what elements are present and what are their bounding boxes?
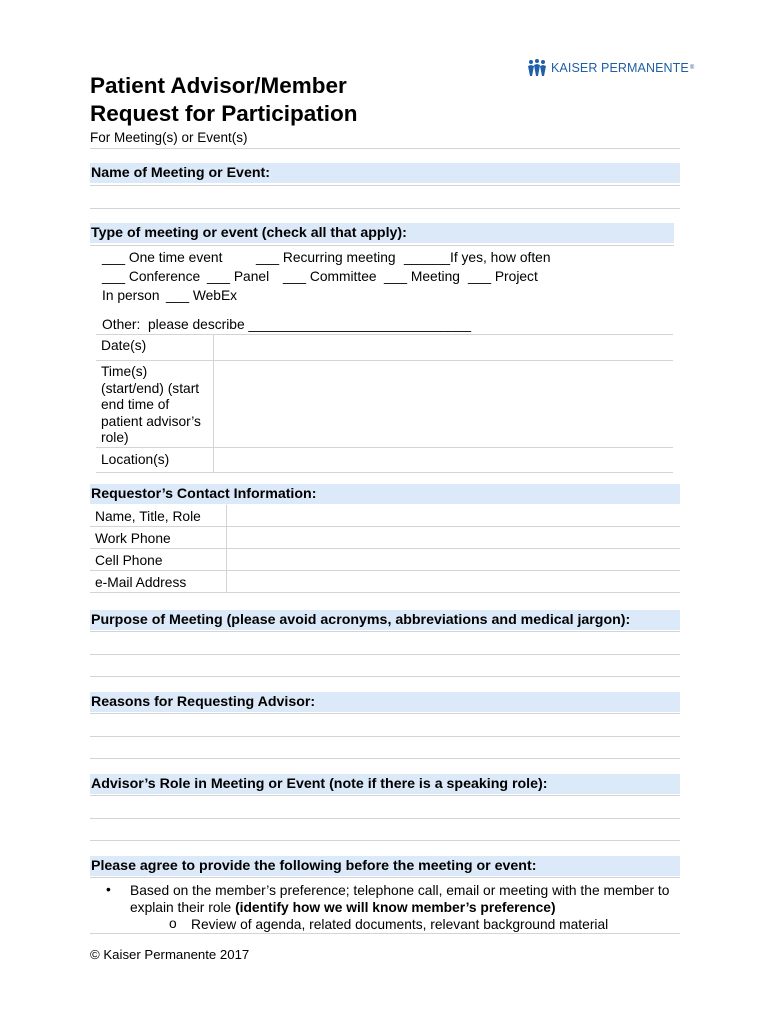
section-header-please-agree: Please agree to provide the following before the meeting or event: (90, 856, 680, 876)
work-phone-value[interactable] (227, 527, 681, 549)
divider (90, 877, 680, 878)
table-row (90, 549, 680, 571)
agreement-text: Based on the member’s preference; telephone call, email or meeting with the member to explain their role (130, 883, 670, 915)
section-header-advisor-role: Advisor’s Role in Meeting or Event (note if there is a speaking role): (90, 774, 680, 794)
date-value-cell[interactable] (214, 334, 674, 361)
option-other-describe[interactable]: Other: please describe _____________________________ (102, 317, 471, 332)
divider (90, 933, 680, 934)
email-value[interactable] (227, 571, 681, 593)
answer-line (90, 631, 680, 632)
answer-line (90, 795, 680, 796)
section-header-requestor-contact: Requestor’s Contact Information: (90, 484, 680, 504)
answer-line (90, 208, 680, 209)
logo-text: KAISER PERMANENTE (551, 61, 689, 75)
contact-info-table (90, 505, 680, 593)
option-how-often[interactable]: ______If yes, how often (404, 250, 551, 265)
answer-line (90, 713, 680, 714)
page-subtitle: For Meeting(s) or Event(s) (90, 130, 248, 145)
agreement-item (130, 882, 685, 916)
section-header-name-of-meeting: Name of Meeting or Event: (90, 163, 680, 183)
bullet-marker: • (106, 882, 111, 897)
date-label: Date(s) (96, 334, 214, 361)
option-webex[interactable]: ___ WebEx (166, 288, 238, 303)
kp-figures-icon (527, 59, 547, 77)
name-title-role-label: Name, Title, Role (90, 505, 227, 527)
answer-line (90, 676, 680, 677)
section-header-reasons: Reasons for Requesting Advisor: (90, 692, 680, 712)
section-header-type-of-meeting: Type of meeting or event (check all that apply): (90, 223, 674, 243)
option-project[interactable]: ___ Project (468, 269, 538, 284)
cell-phone-value[interactable] (227, 549, 681, 571)
option-recurring-meeting[interactable]: ___ Recurring meeting (256, 250, 396, 265)
time-label: Time(s) (start/end) (start end time of patient advisor’s role) (96, 361, 214, 448)
page-title (90, 72, 358, 128)
sub-bullet-marker: o (169, 916, 177, 931)
option-one-time-event[interactable]: ___ One time event (102, 250, 223, 265)
table-row (96, 334, 673, 361)
section-header-purpose: Purpose of Meeting (please avoid acronyms, abbreviations and medical jargon): (90, 610, 680, 630)
answer-line (90, 736, 680, 737)
answer-line (90, 840, 680, 841)
divider (90, 148, 680, 149)
divider (90, 245, 674, 246)
logo-registered-mark: ® (689, 65, 695, 71)
answer-line (90, 818, 680, 819)
option-panel[interactable]: ___ Panel (207, 269, 270, 284)
work-phone-label: Work Phone (90, 527, 227, 549)
location-value-cell[interactable] (214, 447, 674, 472)
agreement-bold-text: (identify how we will know member’s preference) (235, 900, 556, 915)
event-details-table (96, 334, 673, 473)
cell-phone-label: Cell Phone (90, 549, 227, 571)
agreement-sub-item: Review of agenda, related documents, relevant background material (191, 917, 609, 932)
option-committee[interactable]: ___ Committee (283, 269, 377, 284)
email-label: e-Mail Address (90, 571, 227, 593)
page-title-line-1: Patient Advisor/Member (90, 73, 347, 98)
time-value-cell[interactable] (214, 361, 674, 448)
page-title-line-2: Request for Participation (90, 101, 358, 126)
name-title-role-value[interactable] (227, 505, 681, 527)
location-label: Location(s) (96, 447, 214, 472)
answer-line (90, 185, 680, 186)
table-row (90, 505, 680, 527)
option-in-person[interactable]: In person (102, 288, 160, 303)
table-row (96, 361, 673, 448)
option-meeting[interactable]: ___ Meeting (384, 269, 460, 284)
answer-line (90, 654, 680, 655)
kaiser-permanente-logo (527, 59, 694, 77)
footer-copyright: © Kaiser Permanente 2017 (90, 947, 250, 962)
option-conference[interactable]: ___ Conference (102, 269, 201, 284)
answer-line (90, 758, 680, 759)
table-row (96, 447, 673, 472)
table-row (90, 571, 680, 593)
table-row (90, 527, 680, 549)
